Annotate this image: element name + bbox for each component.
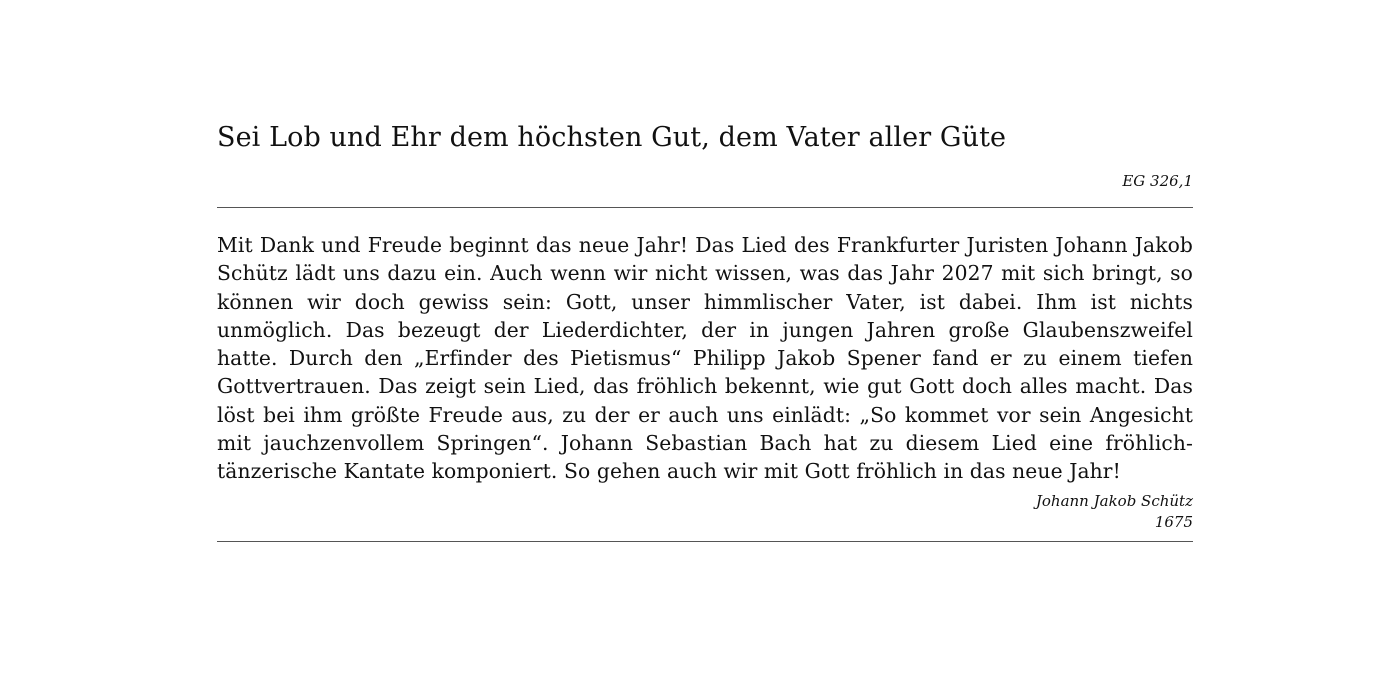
devotion-page: [217, 118, 1193, 542]
devotion-text: Mit Dank und Freude beginnt das neue Jahr! Das Lied des Frankfurter Juristen Johann Jakob Schütz lädt uns dazu ein. Auch wenn wir nicht wissen, was das Jahr 2027 mit sich bringt, so können wir doch gewiss sein: Gott, unser himmlischer Vater, ist dabei. Ihm ist nichts unmöglich. Das bezeugt der Liederdichter, der in jungen Jahren große Glaubenszweifel hatte. Durch den „Erfinder des Pietismus“ Philipp Jakob Spener fand er zu einem tiefen Gottvertrauen. Das zeigt sein Lied, das fröhlich bekennt, wie gut Gott doch alles macht. Das löst bei ihm größte Freude aus, zu der er auch uns einlädt: „So kommet vor sein Angesicht mit jauchzenvollem Springen“. Johann Sebastian Bach hat zu diesem Lied eine fröhlich-tänzerische Kantate komponiert. So gehen auch wir mit Gott fröhlich in das neue Jahr!: [217, 233, 1193, 484]
top-divider: [217, 207, 1193, 208]
hymn-title: Sei Lob und Ehr dem höchsten Gut, dem Vater aller Güte: [217, 122, 1007, 153]
attribution: [217, 491, 1193, 533]
author-year: 1675: [1154, 512, 1193, 531]
hymn-reference: EG 326,1: [1122, 172, 1193, 190]
bottom-divider: [217, 541, 1193, 542]
author-name: Johann Jakob Schütz: [1035, 491, 1193, 510]
